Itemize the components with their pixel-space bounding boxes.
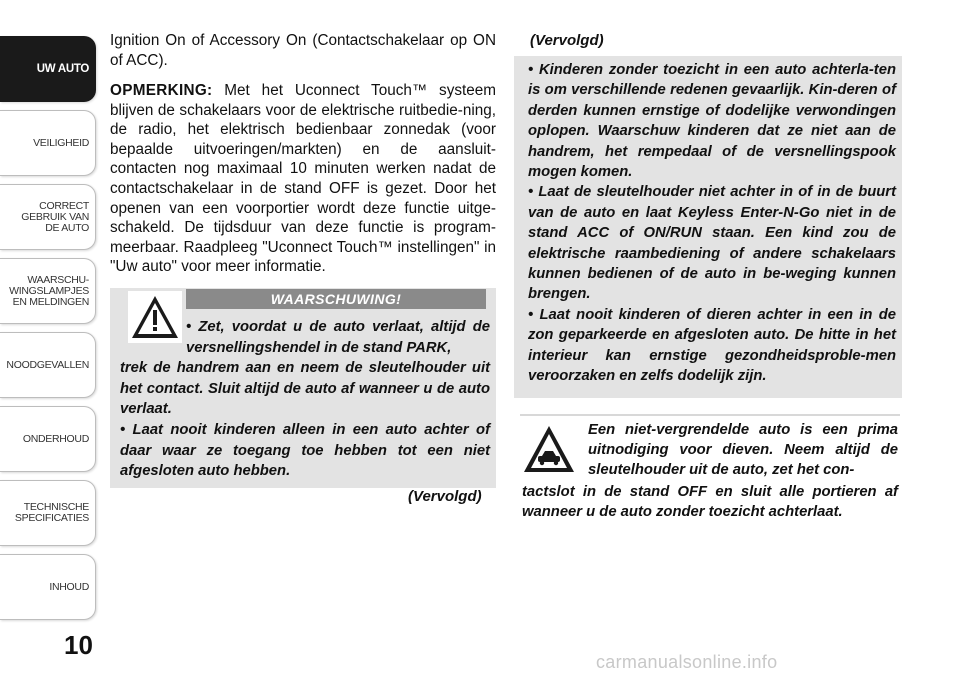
tab-correct-gebruik[interactable]: CORRECT GEBRUIK VAN DE AUTO [0,184,96,250]
warning-bullet-5: • Laat nooit kinderen of dieren achter in een in de zon geparkeerde en afgesloten auto. De hitte in het interieur kan ernstige gezondheidsproble-men veroorzaken en zelfs dodelijk zijn. [528,306,896,385]
car-warning-icon [520,422,578,478]
divider [520,414,900,416]
warning-bullet-1a: • Zet, voordat u de auto verlaat, altijd de versnellingshendel in de stand PARK, [186,319,490,356]
note-label: OPMERKING: [110,82,213,99]
warning-triangle-icon [128,291,182,343]
note-text: Met het Uconnect Touch™ systeem blijven de schakelaars voor de elektrische ruitbedie-ning, de radio, het elektrisch bedienbaar zonnedak (voor bepaalde uitvoeringen/markten) en de aansluit-contacten nog maximaal 10 minuten werken nadat de contactschakelaar in de stand OFF is gezet. Door het openen van een voorportier wordt deze functie uitge-schakeld. De tijdsduur van deze functie is program-meerbaar. Raadpleeg "Uconnect Touch™ instellingen" in "Uw auto" voor meer informatie. [110,82,496,276]
warning-bullet-2: • Laat nooit kinderen alleen in een auto achter of daar waar ze toegang toe hebben tot een niet afgesloten auto hebben. [120,422,490,479]
note-paragraph [110,81,496,277]
chapter-sidebar [0,0,100,678]
tab-technische-specificaties[interactable]: TECHNISCHE SPECIFICATIES [0,480,96,546]
warning-bullet-3: • Kinderen zonder toezicht in een auto achterla-ten is om verschillende redenen gevaarlijk. Kin-deren of derden kunnen ernstige of dodelijke verwondingen oplopen. Waarschuw kinderen dat ze niet aan de handrem, het rempedaal of de versnellingspook mogen komen. [528,62,896,181]
tab-waarschuwingslampjes[interactable]: WAARSCHU- WINGSLAMPJES EN MELDINGEN [0,258,96,324]
tab-noodgevallen[interactable]: NOODGEVALLEN [0,332,96,398]
warning-bullet-4: • Laat de sleutelhouder niet achter in of in de buurt van de auto en laat Keyless Enter-N-Go niet in de stand ACC of ON/RUN staan. Een kind zou de elektrische raambediening of andere schakelaars kunnen bedienen of de auto in be-weging kunnen brengen. [528,184,896,303]
warning-continued-text [528,60,896,387]
warning-heading: WAARSCHUWING! [186,289,486,309]
continued-label-left: (Vervolgd) [408,488,482,505]
ignition-paragraph: Ignition On of Accessory On (Contactschakelaar op ON of ACC). [110,32,496,69]
page-number: 10 [64,630,93,660]
continued-label-right: (Vervolgd) [530,32,604,49]
theft-note-a: Een niet-vergrendelde auto is een prima uitnodiging voor dieven. Neem altijd de sleutelhouder uit de auto, zet het con- [588,422,898,478]
tab-inhoud[interactable]: INHOUD [0,554,96,620]
warning-bullet-1b: trek de handrem aan en neem de sleutelhouder uit het contact. Sluit altijd de auto af wanneer u de auto verlaat. [120,360,490,417]
tab-uw-auto[interactable]: UW AUTO [0,36,96,102]
theft-note-b: tactslot in de stand OFF en sluit alle portieren af wanneer u de auto zonder toezicht achterlaat. [522,484,898,520]
tab-veiligheid[interactable]: VEILIGHEID [0,110,96,176]
tab-onderhoud[interactable]: ONDERHOUD [0,406,96,472]
watermark: carmanualsonline.info [596,652,778,672]
